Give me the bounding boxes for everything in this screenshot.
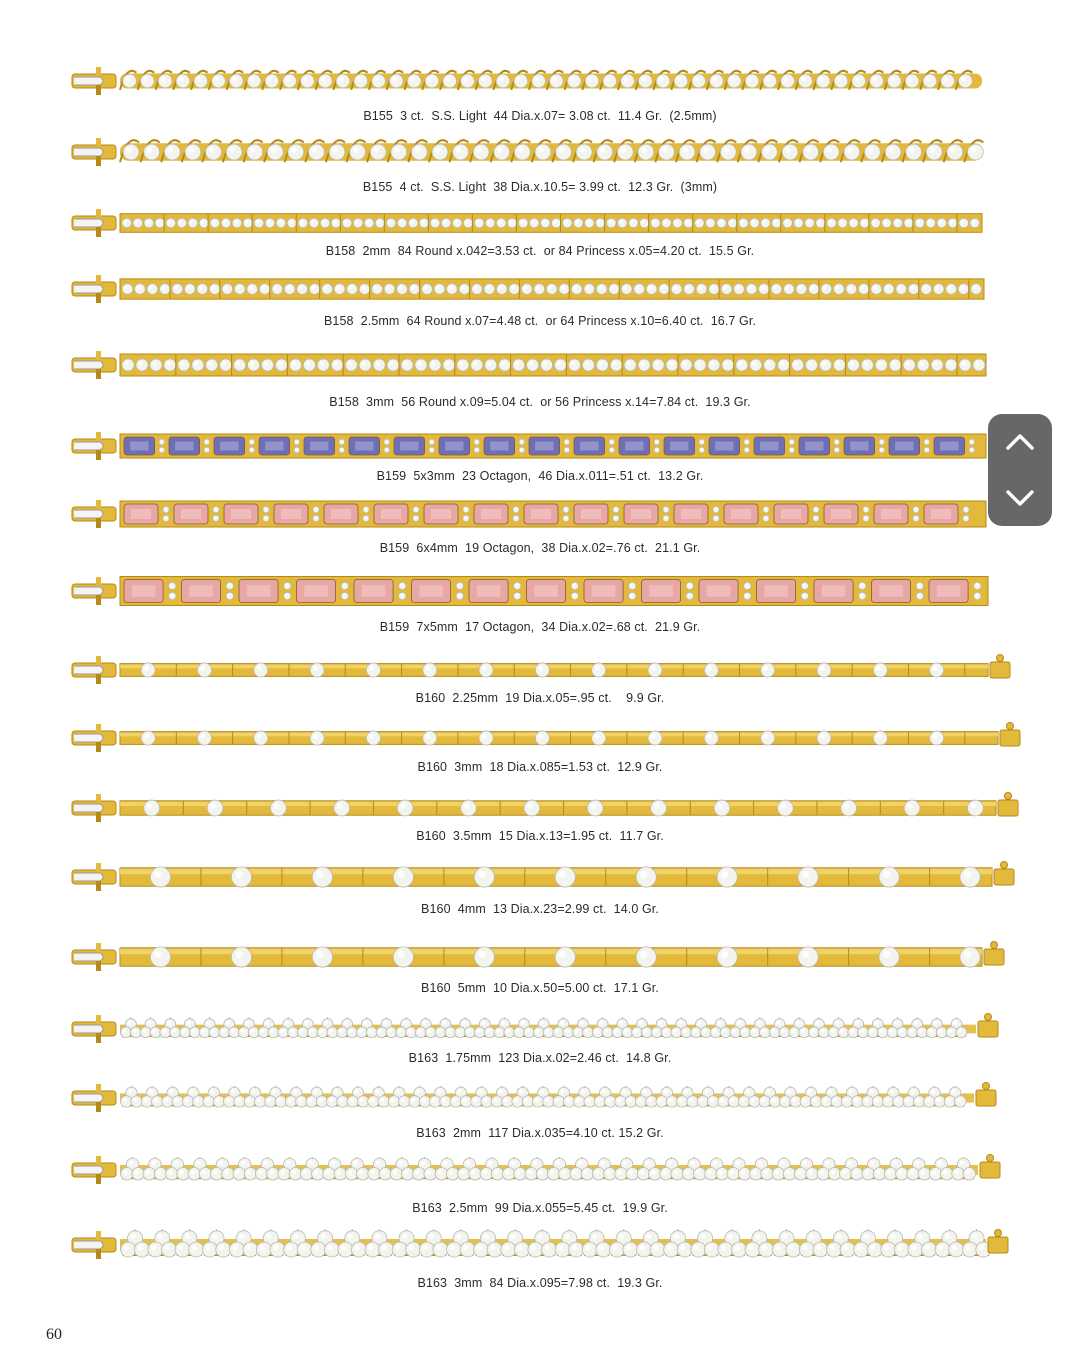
scroll-down-button[interactable] xyxy=(988,470,1052,526)
bracelet-image xyxy=(66,1146,1002,1194)
bracelet-image xyxy=(66,272,1008,306)
item-caption: B159 5x3mm 23 Octagon, 46 Dia.x.011=.51 ct. 13.2 Gr. xyxy=(376,469,704,483)
bracelet-image xyxy=(66,654,1012,686)
item-caption: B158 3mm 56 Round x.09=5.04 ct. or 56 Princess x.14=7.84 ct. 19.3 Gr. xyxy=(329,395,751,409)
item-caption: B155 4 ct. S.S. Light 38 Dia.x.10.5= 3.99 ct. 12.3 Gr. (3mm) xyxy=(362,180,718,194)
item-caption: B160 3.5mm 15 Dia.x.13=1.95 ct. 11.7 Gr. xyxy=(416,829,664,843)
bracelet-image xyxy=(66,1076,998,1120)
item-caption: B155 3 ct. S.S. Light 44 Dia.x.07= 3.08 ct. 11.4 Gr. (2.5mm) xyxy=(363,109,717,123)
scroll-control xyxy=(988,414,1052,526)
item-caption: B160 4mm 13 Dia.x.23=2.99 ct. 14.0 Gr. xyxy=(421,902,659,916)
bracelet-image xyxy=(66,428,1010,464)
item-caption: B159 6x4mm 19 Octagon, 38 Dia.x.02=.76 ct. 21.1 Gr. xyxy=(379,541,701,555)
bracelet-image xyxy=(66,62,1006,100)
bracelet-image xyxy=(66,208,1006,238)
item-caption: B163 1.75mm 123 Dia.x.02=2.46 ct. 14.8 Gr. xyxy=(408,1051,672,1065)
bracelet-image xyxy=(66,494,1010,534)
bracelet-image xyxy=(66,790,1020,826)
bracelet-image xyxy=(66,1008,1000,1050)
chevron-down-icon xyxy=(1004,484,1036,512)
bracelet-image xyxy=(66,854,1016,900)
item-caption: B158 2.5mm 64 Round x.07=4.48 ct. or 64 Princess x.10=6.40 ct. 16.7 Gr. xyxy=(323,314,757,328)
bracelet-image xyxy=(66,934,1006,980)
item-caption: B163 3mm 84 Dia.x.095=7.98 ct. 19.3 Gr. xyxy=(417,1276,663,1290)
bracelet-image xyxy=(66,722,1022,754)
bracelet-image xyxy=(66,130,1006,174)
bracelet-image xyxy=(66,346,1010,384)
bracelet-image xyxy=(66,568,1012,614)
bracelet-image xyxy=(66,1216,1010,1274)
item-caption: B160 2.25mm 19 Dia.x.05=.95 ct. 9.9 Gr. xyxy=(415,691,665,705)
item-caption: B158 2mm 84 Round x.042=3.53 ct. or 84 Princess x.05=4.20 ct. 15.5 Gr. xyxy=(325,244,755,258)
item-caption: B163 2mm 117 Dia.x.035=4.10 ct. 15.2 Gr. xyxy=(416,1126,664,1140)
item-caption: B160 5mm 10 Dia.x.50=5.00 ct. 17.1 Gr. xyxy=(421,981,659,995)
page-number: 60 xyxy=(46,1326,62,1343)
item-caption: B159 7x5mm 17 Octagon, 34 Dia.x.02=.68 ct. 21.9 Gr. xyxy=(379,620,701,634)
scroll-up-button[interactable] xyxy=(988,414,1052,470)
item-caption: B160 3mm 18 Dia.x.085=1.53 ct. 12.9 Gr. xyxy=(417,760,663,774)
chevron-up-icon xyxy=(1004,428,1036,456)
item-caption: B163 2.5mm 99 Dia.x.055=5.45 ct. 19.9 Gr. xyxy=(412,1201,668,1215)
